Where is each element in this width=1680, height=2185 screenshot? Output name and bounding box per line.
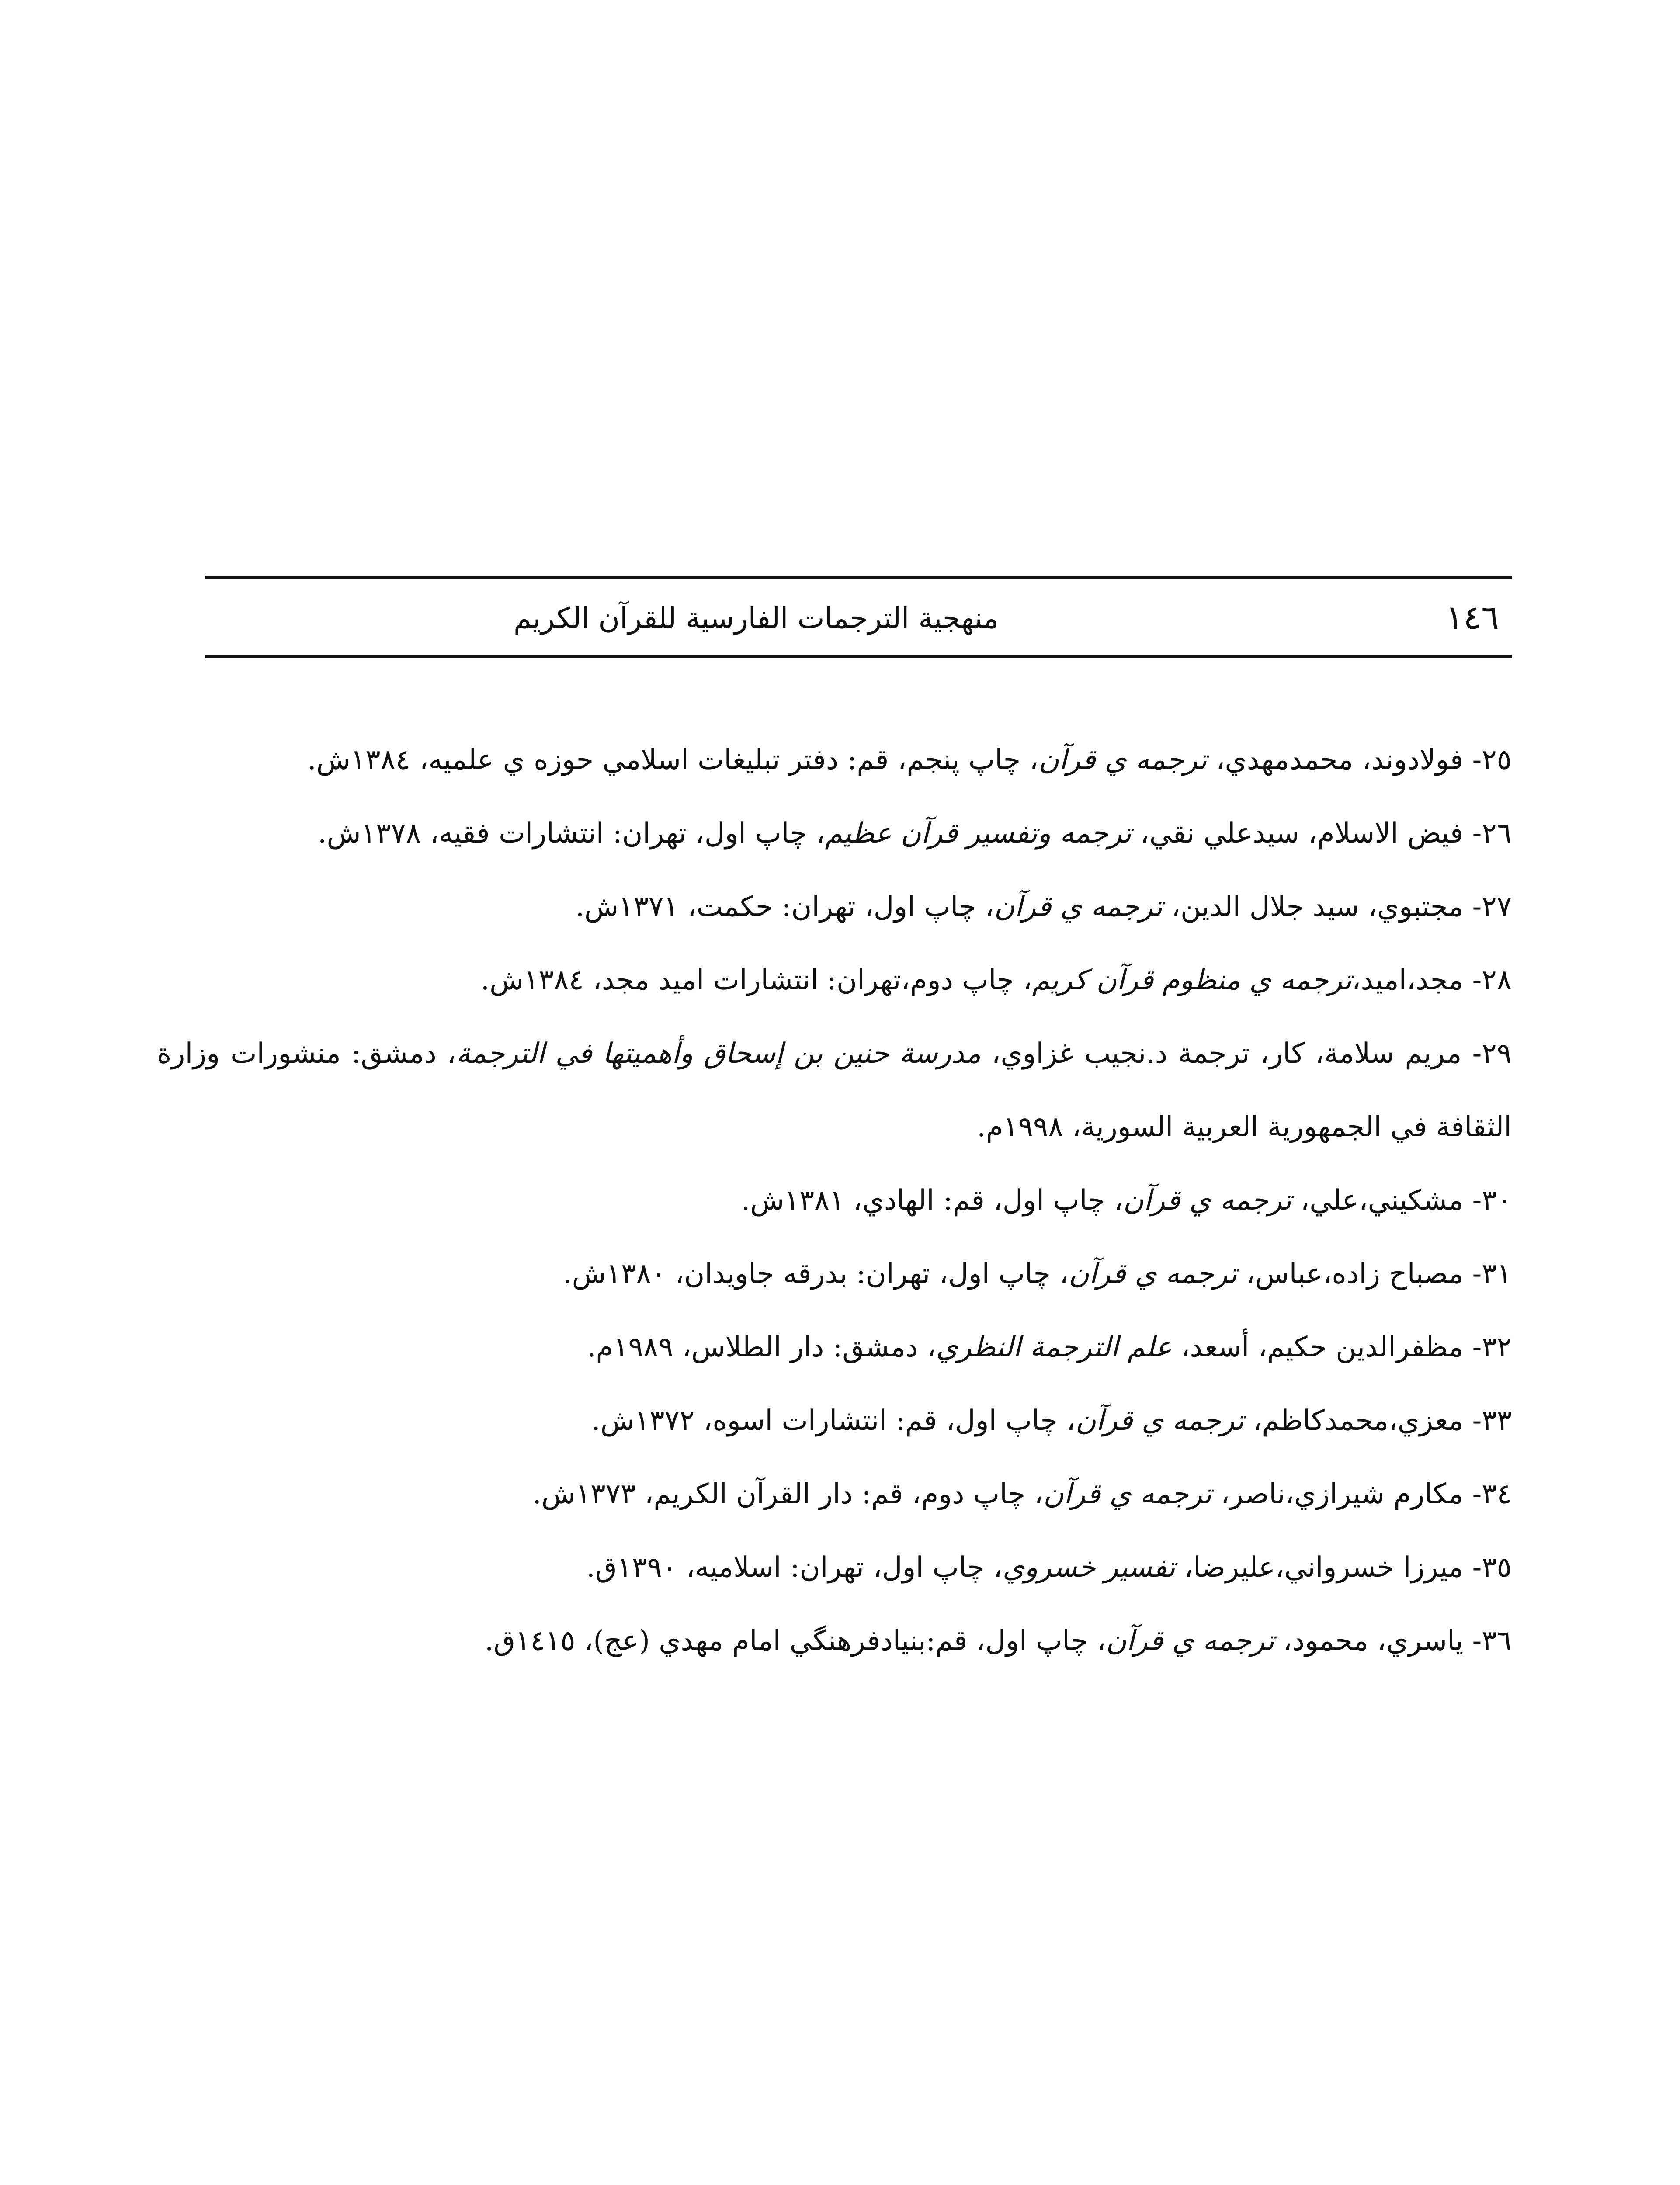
bibliography-entry: ٣٦- ياسري، محمود، ترجمه ي قرآن، چاپ اول، قم:بنيادفرهنگي امام مهدي (عج)، ١٤١٥ق. bbox=[485, 1625, 1512, 1657]
bibliography-entry: ٢٩- مريم سلامة، كار، ترجمة د.نجيب غزاوي، مدرسة حنين بن إسحاق وأهميتها في الترجمة، دمشق: منشورات وزارة الثقافة في الجمهورية العربية السورية، ١٩٩٨م. bbox=[157, 1037, 1512, 1143]
bibliography-entry: ٣٠- مشكيني،علي، ترجمه ي قرآن، چاپ اول، قم: الهادي، ١٣٨١ش. bbox=[741, 1184, 1512, 1217]
work-title: ترجمه ي منظوم قرآن كريم bbox=[1032, 964, 1352, 996]
work-title: علم الترجمة النظري bbox=[936, 1331, 1172, 1363]
work-title: ترجمه ي قرآن bbox=[1069, 1258, 1237, 1290]
work-title: ترجمه ي قرآن bbox=[1043, 1478, 1212, 1510]
work-title: مدرسة حنين بن إسحاق وأهميتها في الترجمة bbox=[456, 1037, 981, 1070]
bibliography-entry: ٢٥- فولادوند، محمدمهدي، ترجمه ي قرآن، چاپ پنجم، قم: دفتر تبليغات اسلامي حوزه ي علميه، ١٣٨٤ش. bbox=[307, 744, 1512, 776]
header-bottom-rule bbox=[205, 656, 1512, 658]
bibliography-entry: ٣٥- ميرزا خسرواني،عليرضا، تفسير خسروي، چاپ اول، تهران: اسلاميه، ١٣٩٠ق. bbox=[586, 1551, 1512, 1584]
work-title: ترجمه ي قرآن bbox=[1123, 1184, 1292, 1217]
bibliography-entry: ٣٤- مكارم شيرازي،ناصر، ترجمه ي قرآن، چاپ دوم، قم: دار القرآن الكريم، ١٣٧٣ش. bbox=[532, 1478, 1512, 1510]
header-top-rule bbox=[205, 576, 1512, 579]
work-title: ترجمه وتفسير قرآن عظيم bbox=[825, 817, 1132, 850]
bibliography-entry: ٢٨- مجد،اميد،ترجمه ي منظوم قرآن كريم، چاپ دوم،تهران: انتشارات اميد مجد، ١٣٨٤ش. bbox=[480, 964, 1512, 996]
work-title: ترجمه ي قرآن bbox=[1106, 1625, 1274, 1657]
work-title: تفسير خسروي bbox=[1002, 1551, 1176, 1584]
bibliography-entry: ٣٢- مظفرالدين حكيم، أسعد، علم الترجمة النظري، دمشق: دار الطلاس، ١٩٨٩م. bbox=[587, 1331, 1512, 1363]
bibliography-entry: ٢٦- فيض الاسلام، سيدعلي نقي، ترجمه وتفسير قرآن عظيم، چاپ اول، تهران: انتشارات فقيه، ١٣٧٨ش. bbox=[318, 817, 1512, 850]
bibliography-list bbox=[157, 723, 1512, 1678]
work-title: ترجمه ي قرآن bbox=[1038, 744, 1207, 776]
page-number: ١٤٦ bbox=[1445, 598, 1499, 637]
work-title: ترجمه ي قرآن bbox=[994, 891, 1163, 923]
running-title: منهجية الترجمات الفارسية للقرآن الكريم bbox=[513, 601, 999, 635]
work-title: ترجمه ي قرآن bbox=[1075, 1405, 1244, 1437]
bibliography-entry: ٣١- مصباح زاده،عباس، ترجمه ي قرآن، چاپ اول، تهران: بدرقه جاويدان، ١٣٨٠ش. bbox=[563, 1258, 1512, 1290]
bibliography-entry: ٣٣- معزي،محمدكاظم، ترجمه ي قرآن، چاپ اول، قم: انتشارات اسوه، ١٣٧٢ش. bbox=[591, 1405, 1512, 1437]
bibliography-entry: ٢٧- مجتبوي، سيد جلال الدين، ترجمه ي قرآن، چاپ اول، تهران: حكمت، ١٣٧١ش. bbox=[575, 891, 1512, 923]
